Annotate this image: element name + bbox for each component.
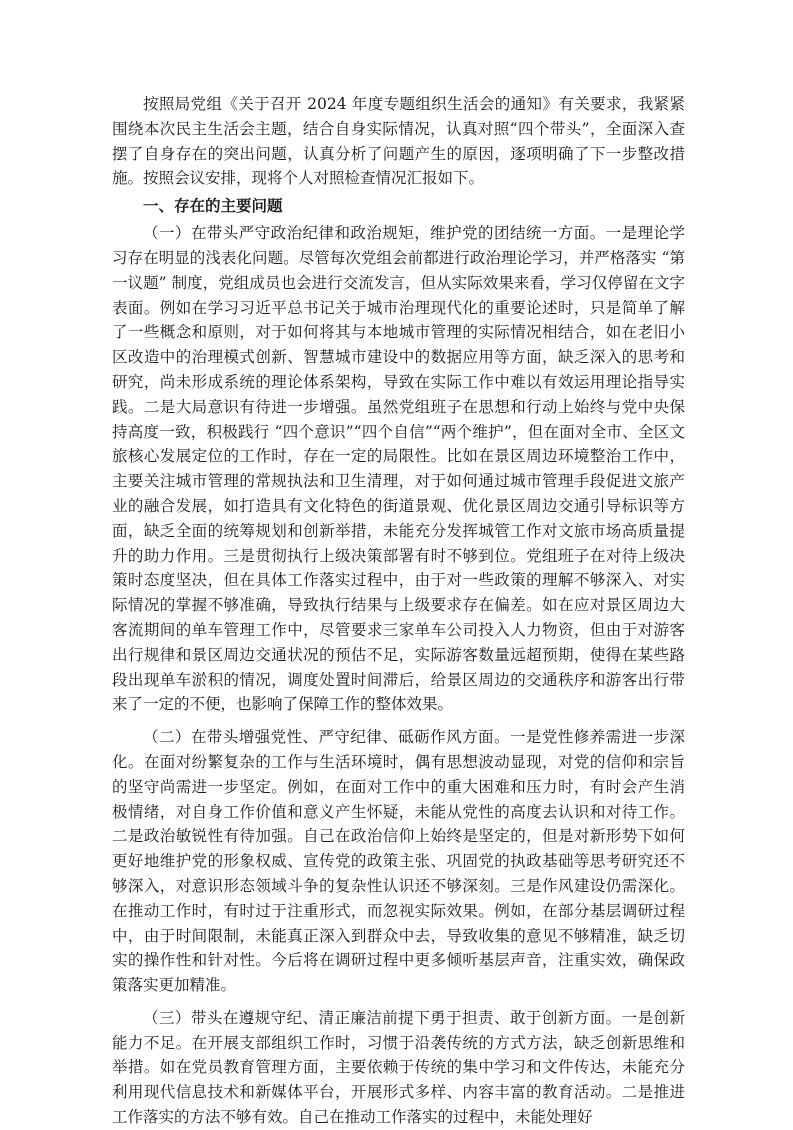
document-page [112,92,685,1130]
paragraph-political-discipline: （一）在带头严守政治纪律和政治规矩，维护党的团结统一方面。一是理论学习存在明显的浅表化问题。尽管每次党组会前都进行政治理论学习，并严格落实 “第一议题” 制度，党组成员也会进行交流发言，但从实际效果来看，学习仅停留在文字表面。例如在学习习近平总书记关于城市治理现代化的重要论述时，只是简单了解了一些概念和原则，对于如何将其与本地城市管理的实际情况相结合，如在老旧小区改造中的治理模式创新、智慧城市建设中的数据应用等方面，缺乏深入的思考和研究，尚未形成系统的理论体系架构，导致在实际工作中难以有效运用理论指导实践。二是大局意识有待进一步增强。虽然党组班子在思想和行动上始终与党中央保持高度一致，积极践行 “四个意识”“四个自信”“两个维护”，但在面对全市、全区文旅核心发展定位的工作时，存在一定的局限性。比如在景区周边环境整治工作中，主要关注城市管理的常规执法和卫生清理，对于如何通过城市管理手段促进文旅产业的融合发展，如打造具有文化特色的街道景观、优化景区周边交通引导标识等方面，缺乏全面的统筹规划和创新举措，未能充分发挥城管工作对文旅市场高质量提升的助力作用。三是贯彻执行上级决策部署有时不够到位。党组班子在对待上级决策时态度坚决，但在具体工作落实过程中，由于对一些政策的理解不够深入、对实际情况的掌握不够准确，导致执行结果与上级要求存在偏差。如在应对景区周边大客流期间的单车管理工作中，尽管要求三家单车公司投入人力物资，但由于对游客出行规律和景区周边交通状况的预估不足，实际游客数量远超预期，使得在某些路段出现单车淤积的情况，调度处置时间滞后，给景区周边的交通秩序和游客出行带来了一定的不便，也影响了保障工作的整体效果。 [112,224,685,714]
paragraph-responsibility-innovation: （三）带头在遵规守纪、清正廉洁前提下勇于担责、敢于创新方面。一是创新能力不足。在开展支部组织工作时，习惯于沿袭传统的方式方法，缺乏创新思维和举措。如在党员教育管理方面，主要依赖于传统的集中学习和文件传达，未能充分利用现代信息技术和新媒体平台，开展形式多样、内容丰富的教育活动。二是推进工作落实的方法不够有效。自己在推动工作落实的过程中，未能处理好 [112,1008,685,1127]
intro-paragraph: 按照局党组《关于召开 2024 年度专题组织生活会的通知》有关要求，我紧紧围绕本次民主生活会主题，结合自身实际情况，认真对照“四个带头”，全面深入查摆了自身存在的突出问题，认真分析了问题产生的原因，逐项明确了下一步整改措施。按照会议安排，现将个人对照检查情况汇报如下。 [112,95,685,188]
paragraph-party-spirit: （二）在带头增强党性、严守纪律、砥砺作风方面。一是党性修养需进一步深化。在面对纷繁复杂的工作与生活环境时，偶有思想波动显现，对党的信仰和宗旨的坚守尚需进一步坚定。例如，在面对工作中的重大困难和压力时，有时会产生消极情绪，对自身工作价值和意义产生怀疑，未能从党性的高度去认识和对待工作。二是政治敏锐性有待加强。自己在政治信仰上始终是坚定的，但是对新形势下如何更好地维护党的形象权威、宣传党的政策主张、巩固党的执政基础等思考研究还不够深入，对意识形态领域斗争的复杂性认识还不够深刻。三是作风建设仍需深化。在推动工作时，有时过于注重形式，而忽视实际效果。例如，在部分基层调研过程中，由于时间限制，未能真正深入到群众中去，导致收集的意见不够精准，缺乏切实的操作性和针对性。今后将在调研过程中更多倾听基层声音，注重实效，确保政策落实更加精准。 [112,728,685,995]
section-heading-main-problems: 一、存在的主要问题 [143,197,283,216]
